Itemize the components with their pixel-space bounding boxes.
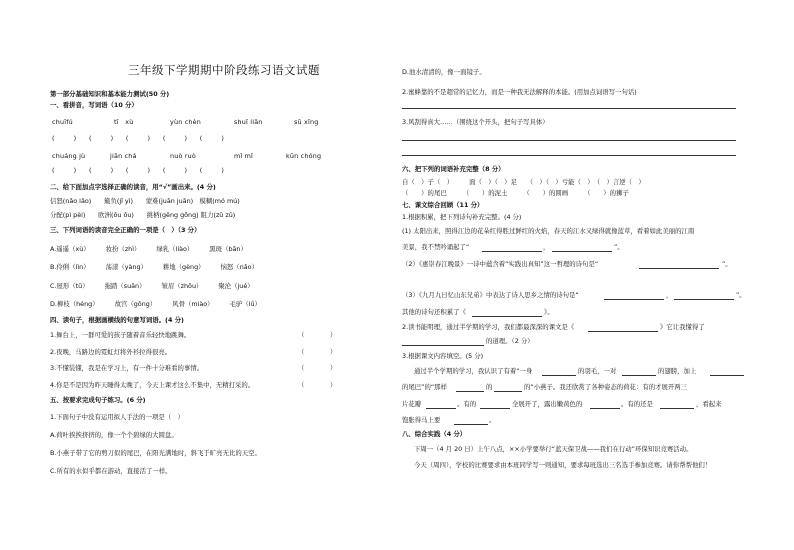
answer-line[interactable] <box>710 375 744 376</box>
section5-option-d: D.池水清清的，像一面镜子。 <box>402 68 486 76</box>
section7-q1-4: 其他的诗句还积累了《 <box>402 308 466 316</box>
section7-q2: 2.读书能明理，通过半学期的学习，我们都最深深的课文是《 <box>402 323 575 331</box>
section3-heading: 三、下列词语的读音完全正确的一项是（ ）（3 分） <box>50 226 201 234</box>
section7-q3-d2: 。 <box>489 416 496 424</box>
answer-line[interactable] <box>454 424 488 425</box>
section5-q3: 3.风刮得真大……（围绕这个开头，把句子写具体） <box>402 118 549 126</box>
section7-q1-1a: (1) 太阳出来，照得江边的花朵红得胜过鲜红的火焰，春天的江水又绿得就像蓝草，看着如此美丽的江南 <box>402 227 695 235</box>
section7-heading: 七、课文综合回顾（11 分） <box>402 201 484 209</box>
pinyin-5: sū xǐng <box>294 118 319 126</box>
answer-line[interactable] <box>604 299 664 300</box>
section3-option-c: C.屋形（tǔ） 拖踏（suān） 皱眉（zhōu） 聚沦（jué） <box>50 282 254 290</box>
quote-close: ”。 <box>614 243 624 251</box>
section4-heading: 四、读句子，根据画横线的句意写词语。(4 分) <box>50 316 184 324</box>
section6-heading: 六、把下列的词语补充完整（8 分） <box>402 165 505 173</box>
section7-q2-b: 》它让我懂得了 <box>660 323 705 331</box>
answer-line[interactable] <box>426 408 456 409</box>
section5-q2: 2.蜜蜂靠的不是超常的记忆力，而是一种我无法解释的本能。(用加点词语写一句话) <box>402 88 637 96</box>
quote-close: ”。 <box>722 260 732 268</box>
section7-q3: 3.根据课文内容填空。(5 分) <box>402 352 484 360</box>
pinyin-9: mǐ mǐ <box>234 152 254 160</box>
section8-line1: 下周一（4 月 20 日）上午八点，××小学要举行“蓝天保卫战——我们在行动”环保知识竞赛活动。 <box>414 445 693 453</box>
section6-line1: 自（ ）子（ ） 面（ ）（ ）足 （ ）（ ）亏能（ ） （ ）言逆（ ） <box>402 178 645 186</box>
answer-line[interactable] <box>456 391 484 392</box>
answer-line[interactable] <box>542 375 576 376</box>
section3-option-a: A.遥遥（xù） 妆扮（zhì） 绿乳（liào） 黑斑（bān） <box>50 245 247 253</box>
section8-line2: 今天（周四），学校的比赛要求由本班同学写一则通知，要求每班选出三名选手参加竞赛。请你帮帮他们！ <box>414 461 712 469</box>
section7-q1: 1.根据积累，把下列诗句补充完整。(4 分) <box>402 213 522 221</box>
section7-q3-c: 片花瓣 <box>402 400 422 408</box>
answer-brackets-row1[interactable]: ( ) ( ) ( ) ( ) ( ) <box>52 134 224 142</box>
section7-q1-2: （2）《惠崇春江晚景》一诗中蕴含着“实践出真知”这一哲理的诗句是“ <box>402 260 599 268</box>
section7-q3-a: 通过半个学期的学习，我认识了有着“一身 <box>414 367 533 375</box>
answer-line[interactable] <box>590 408 620 409</box>
section7-q3-c5: ，看起来 <box>696 400 722 408</box>
section2-heading: 二、给下面加点字选择正确的读音，用“√”画出来。(4 分) <box>50 183 216 191</box>
section7-q3-d: 饱胀得马上要 <box>402 416 441 424</box>
answer-line[interactable] <box>639 268 719 269</box>
section7-q3-b2: 的 <box>486 383 493 391</box>
section5-option-b: B.小燕子带了它的剪刀似的尾巴，在阳光满地时，斜飞于旷亮无比的天空。 <box>50 449 261 457</box>
section7-q3-a2: 的羽毛，一对 <box>578 367 617 375</box>
answer-line[interactable] <box>480 408 510 409</box>
answer-line[interactable] <box>588 331 658 332</box>
pinyin-10: kūn chóng <box>286 152 322 160</box>
pinyin-3: yùn chèn <box>170 118 202 126</box>
section7-q3-a3: 的翅膀，加上 <box>658 367 697 375</box>
answer-brackets-row2[interactable]: ( ) ( ) ( ) ( ) ( ) <box>52 166 224 174</box>
pinyin-6: chuáng jù <box>52 152 86 160</box>
answer-line[interactable] <box>674 299 734 300</box>
section4-a2[interactable]: （ ） <box>298 348 337 356</box>
quote-close: ”。 <box>736 291 746 299</box>
section3-option-d: D.柳枝（héng） 故宫（gōng） 风骨（miào） 毛驴（lǘ） <box>50 300 261 308</box>
section5-option-a: A.荷叶挨挨挤挤的，像一个个碧绿的大圆盘。 <box>50 431 178 439</box>
section7-q1-1b: 美景，我不禁吟诵起了“ <box>402 243 470 251</box>
pinyin-8: nuò ruò <box>170 152 197 160</box>
answer-line[interactable] <box>402 155 736 156</box>
section4-q2: 2.夜晚，马路边的霓虹灯将外衫拉得很亮。 <box>50 348 172 356</box>
comma: ， <box>543 243 550 251</box>
section5-heading: 五、按要求完成句子练习。(6 分) <box>50 396 146 404</box>
section4-a1[interactable]: （ ） <box>298 331 337 339</box>
section4-q3: 3.不懂装懂，我是在学习上，有一件十分难看的事情。 <box>50 364 204 372</box>
answer-line[interactable] <box>402 345 484 346</box>
answer-line[interactable] <box>472 316 542 317</box>
answer-line[interactable] <box>402 140 736 141</box>
section7-q3-b3: 的”小燕子。我还欣赏了各种姿态的荷花：有的才展开两三 <box>524 383 688 391</box>
section2-line2: 分配(pì pèi) 欧洲(ōu ǒu) 挑柄(gěng gōng) 阻力(zǔ zū) <box>50 211 236 219</box>
pinyin-2: tī xù <box>114 118 134 126</box>
part1-heading: 第一部分基础知识和基本能力测试(50 分) <box>50 90 170 98</box>
section7-q3-b: 的尾巴”的“那样 <box>402 383 447 391</box>
section5-q1: 1.下面句子中没有运用拟人手法的一项是（ ） <box>50 413 184 421</box>
section7-q3-c3: 全展开了，露出嫩黄色的 <box>512 400 583 408</box>
answer-line[interactable] <box>402 108 736 109</box>
section4-q1: 1.舞台上，一群可爱的孩子随着音乐轻快地跳舞。 <box>50 331 191 339</box>
section7-q3-c4: 。有的还是 <box>621 400 653 408</box>
section3-option-b: B.伶俐（lìn） 荡漾（yàng） 耕地（gèng） 恼怒（nǎo） <box>50 263 258 271</box>
answer-line[interactable] <box>494 391 522 392</box>
section7-q2-c: 的道理。（2 分） <box>486 337 534 345</box>
section7-q1-3: （3）《九月九日忆山东兄弟》中表达了诗人思乡之情的诗句是“ <box>402 291 579 299</box>
section1-heading: 一、看拼音，写词语（10 分） <box>50 101 138 109</box>
answer-line[interactable] <box>552 251 612 252</box>
comma: ， <box>666 291 673 299</box>
page-title: 三年级下学期期中阶段练习语文试题 <box>128 63 320 77</box>
pinyin-7: jiān chá <box>110 152 137 160</box>
answer-line[interactable] <box>622 375 656 376</box>
section4-a3[interactable]: （ ） <box>298 364 337 372</box>
answer-line[interactable] <box>660 408 694 409</box>
section5-option-c: C.所有的水似乎都在游动，直接活了一样。 <box>50 467 172 475</box>
section7-q3-c2: 。有的 <box>457 400 477 408</box>
pinyin-4: shuǐ liǎn <box>234 118 263 126</box>
section8-heading: 八、综合实践（4 分） <box>402 430 467 438</box>
answer-line[interactable] <box>482 251 542 252</box>
section2-line1: 信怒(nǎo lǎo) 簸负(jǐ yì) 蒙难(juān juān) 模糊(mó mú) <box>50 197 240 205</box>
quote-close: 》。 <box>544 308 554 316</box>
pinyin-1: chuīfú <box>52 118 73 126</box>
section4-a4[interactable]: （ ） <box>298 381 337 389</box>
section6-line2: （ ）的尾巴 （ ）的泥土 （ ）的圆画 （ ）的狮子 <box>402 189 629 197</box>
section4-q4: 4.你是不是因为昨天睡得太晚了，今天上课才这么不集中，无精打采的。 <box>50 381 255 389</box>
